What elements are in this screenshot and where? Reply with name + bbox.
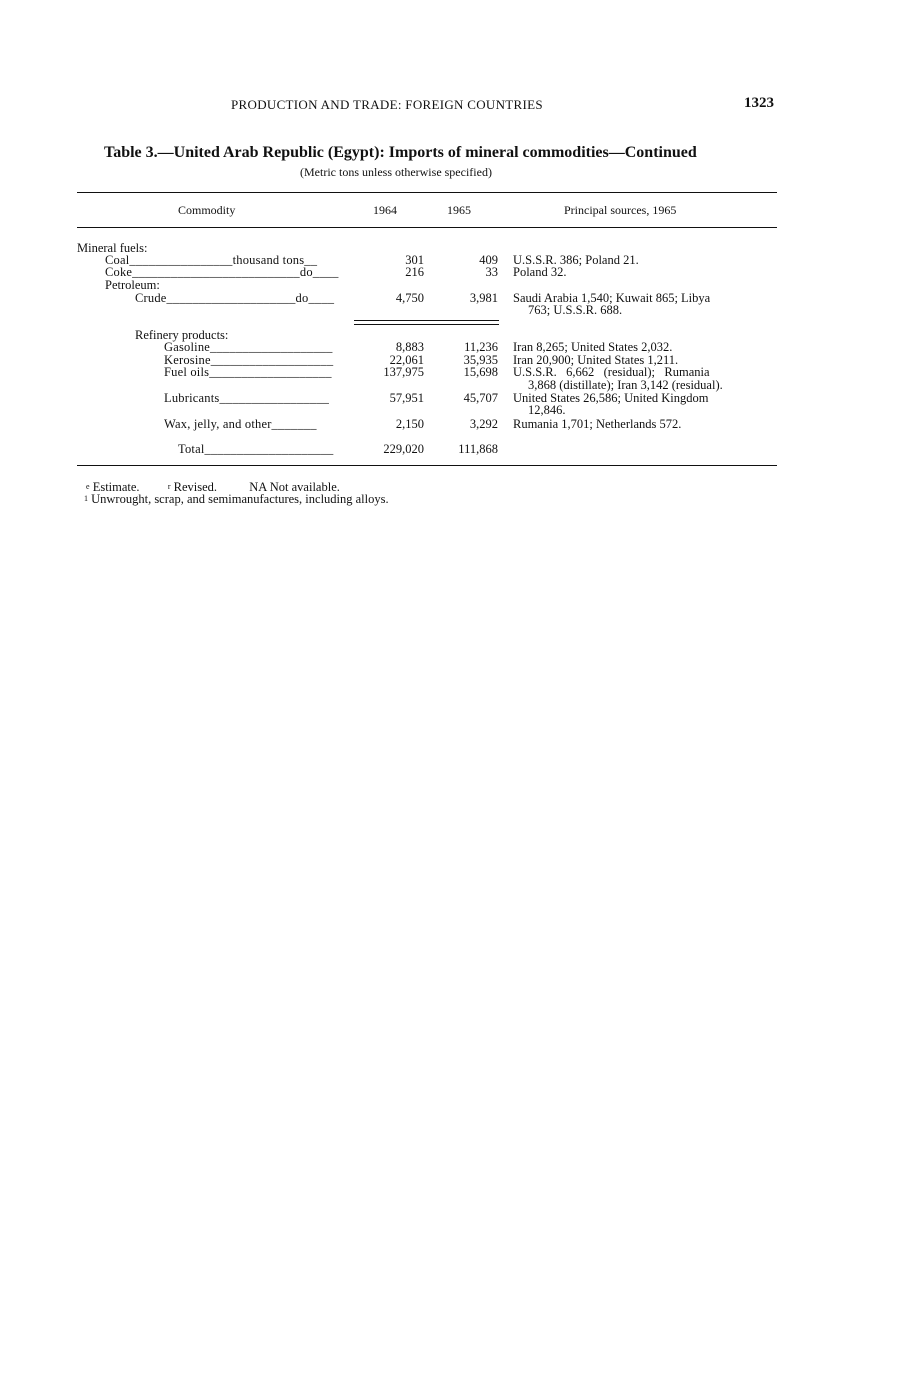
revised-text: Revised. — [173, 480, 218, 494]
commodity-label: Crude____________________do____ — [135, 291, 335, 305]
value-1965: 33 — [485, 265, 498, 279]
value-1965: 3,981 — [469, 291, 498, 305]
table-row-total — [0, 443, 911, 455]
table-row-continuation — [0, 379, 911, 391]
value-1964: 8,883 — [395, 340, 424, 354]
table-row — [0, 418, 911, 430]
table-row — [0, 341, 911, 353]
value-1964: 229,020 — [383, 442, 424, 456]
table-row — [0, 266, 911, 278]
value-1965: 35,935 — [463, 353, 498, 367]
commodity-label: Total____________________ — [178, 442, 334, 456]
table-row — [0, 354, 911, 366]
value-1964: 2,150 — [395, 417, 424, 431]
value-1964: 4,750 — [395, 291, 424, 305]
commodity-label: Coal________________thousand tons__ — [105, 253, 318, 267]
table-row — [0, 329, 911, 341]
commodity-label: Kerosine___________________ — [164, 353, 334, 367]
table-row — [0, 366, 911, 378]
value-1964: 301 — [405, 253, 424, 267]
table-subtitle: (Metric tons unless otherwise specified) — [300, 165, 492, 179]
column-header-sources: Principal sources, 1965 — [564, 203, 677, 217]
table-row — [0, 392, 911, 404]
value-1965: 409 — [479, 253, 498, 267]
commodity-label: Lubricants_________________ — [164, 391, 330, 405]
value-1965: 45,707 — [463, 391, 498, 405]
principal-sources: United States 26,586; United Kingdom — [513, 391, 709, 405]
commodity-label: Fuel oils___________________ — [164, 365, 332, 379]
value-1965: 111,868 — [458, 442, 498, 456]
footnote-1-mark: 1 — [84, 494, 88, 503]
not-available-text: NA Not available. — [249, 480, 340, 494]
table-title: Table 3.—United Arab Republic (Egypt): Imports of mineral commodities—Continued — [104, 144, 697, 161]
principal-sources: Iran 20,900; United States 1,211. — [513, 353, 679, 367]
principal-sources: Iran 8,265; United States 2,032. — [513, 340, 673, 354]
commodity-label: Refinery products: — [135, 328, 229, 342]
value-1965: 15,698 — [463, 365, 498, 379]
table-row — [0, 292, 911, 304]
value-1964: 22,061 — [389, 353, 424, 367]
commodity-label: Gasoline___________________ — [164, 340, 333, 354]
column-header-1964: 1964 — [373, 203, 397, 217]
estimate-mark: e — [86, 482, 90, 491]
value-1964: 57,951 — [389, 391, 424, 405]
commodity-label: Petroleum: — [105, 278, 160, 292]
running-head: PRODUCTION AND TRADE: FOREIGN COUNTRIES — [231, 97, 543, 112]
column-header-commodity: Commodity — [178, 203, 236, 217]
value-1964: 216 — [405, 265, 424, 279]
principal-sources: U.S.S.R. 6,662 (residual); Rumania — [513, 365, 710, 379]
commodity-label: Coke__________________________do____ — [105, 265, 339, 279]
commodity-label: Wax, jelly, and other_______ — [164, 417, 317, 431]
table-row-continuation — [0, 404, 911, 416]
footnote-1-text: Unwrought, scrap, and semimanufactures, including alloys. — [91, 492, 389, 506]
value-1965: 3,292 — [469, 417, 498, 431]
column-header-1965: 1965 — [447, 203, 471, 217]
principal-sources: U.S.S.R. 386; Poland 21. — [513, 253, 639, 267]
estimate-text: Estimate. — [92, 480, 140, 494]
principal-sources-continued: 12,846. — [528, 403, 566, 417]
value-1964: 137,975 — [383, 365, 424, 379]
revised-mark: r — [167, 482, 171, 491]
table-row — [0, 279, 911, 291]
table-header-rule — [77, 227, 777, 228]
page-number: 1323 — [744, 95, 774, 111]
footnotes — [86, 481, 389, 505]
table-bottom-rule — [77, 465, 777, 466]
principal-sources-continued: 3,868 (distillate); Iran 3,142 (residual). — [528, 378, 723, 392]
table-row-continuation — [0, 304, 911, 316]
value-1965: 11,236 — [464, 340, 498, 354]
principal-sources-continued: 763; U.S.S.R. 688. — [528, 303, 623, 317]
principal-sources: Rumania 1,701; Netherlands 572. — [513, 417, 682, 431]
commodity-label: Mineral fuels: — [77, 241, 148, 255]
principal-sources: Poland 32. — [513, 265, 567, 279]
table-top-rule — [77, 192, 777, 193]
double-rule — [354, 320, 499, 325]
footnote-1 — [84, 493, 389, 505]
principal-sources: Saudi Arabia 1,540; Kuwait 865; Libya — [513, 291, 711, 305]
